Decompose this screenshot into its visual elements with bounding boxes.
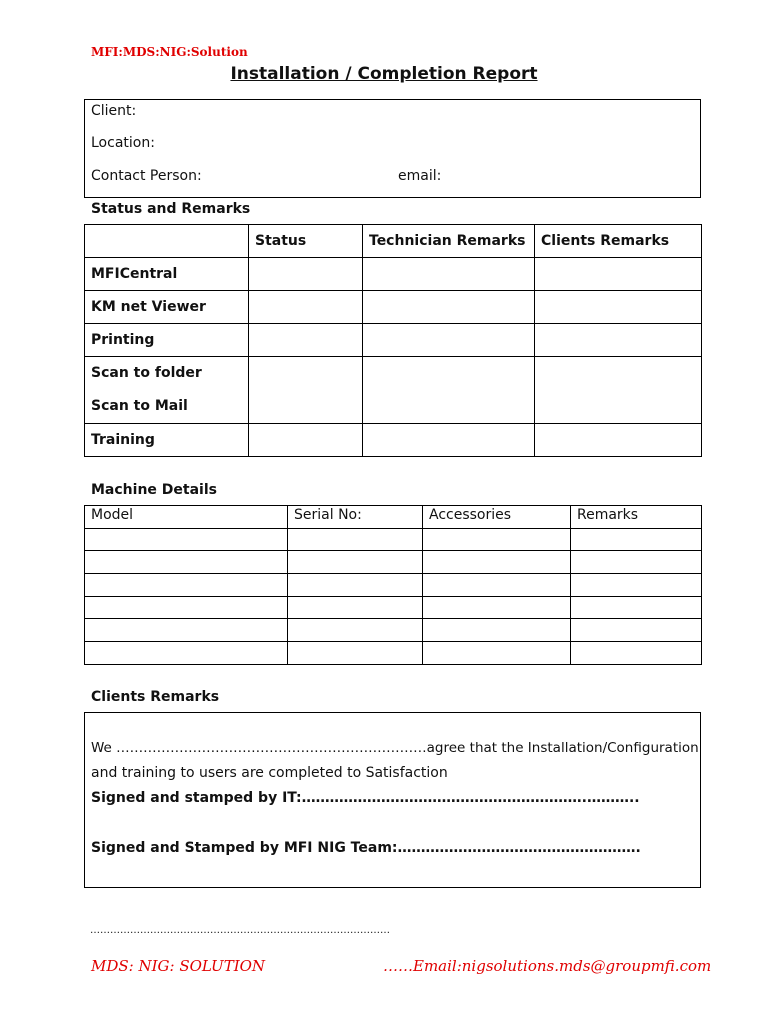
accessories-cell[interactable] bbox=[423, 574, 571, 597]
table-row bbox=[85, 528, 702, 551]
status-cell[interactable] bbox=[249, 324, 363, 357]
machine-section-label: Machine Details bbox=[91, 482, 217, 498]
table-row bbox=[85, 357, 702, 424]
table-row bbox=[85, 551, 702, 574]
location-label: Location: bbox=[91, 135, 155, 151]
footer-dotted-line: ……………………………………………………………………………… bbox=[90, 925, 390, 936]
model-cell[interactable] bbox=[85, 574, 288, 597]
clients-remarks-cell[interactable] bbox=[535, 357, 702, 424]
status-cell[interactable] bbox=[249, 424, 363, 457]
row-label: Scan to folder bbox=[91, 365, 202, 381]
signed-by-it-line: Signed and stamped by IT:…………………………………………………….……….. bbox=[91, 790, 640, 806]
serial-cell[interactable] bbox=[288, 574, 423, 597]
status-header-row bbox=[85, 225, 702, 258]
clients-remarks-cell[interactable] bbox=[535, 291, 702, 324]
row-label: Printing bbox=[85, 324, 249, 357]
contact-person-label: Contact Person: bbox=[91, 168, 202, 184]
accessories-cell[interactable] bbox=[423, 596, 571, 619]
technician-remarks-cell[interactable] bbox=[363, 324, 535, 357]
report-title: Installation / Completion Report bbox=[230, 64, 538, 84]
remarks-cell[interactable] bbox=[571, 528, 702, 551]
clients-remarks-box bbox=[84, 712, 701, 888]
serial-cell[interactable] bbox=[288, 551, 423, 574]
row-label: Training bbox=[85, 424, 249, 457]
table-row bbox=[85, 596, 702, 619]
status-cell[interactable] bbox=[249, 357, 363, 424]
accessories-cell[interactable] bbox=[423, 528, 571, 551]
accessories-cell[interactable] bbox=[423, 642, 571, 665]
footer-company: MDS: NIG: SOLUTION bbox=[91, 957, 266, 975]
client-label: Client: bbox=[91, 103, 137, 119]
header-cell: Model bbox=[85, 506, 288, 529]
organization-name: MFI:MDS:NIG:Solution bbox=[91, 45, 248, 59]
accessories-cell[interactable] bbox=[423, 619, 571, 642]
agreement-line: We ……………………………………………………………agree that the Installation/Configuration bbox=[91, 740, 699, 756]
model-cell[interactable] bbox=[85, 619, 288, 642]
status-cell[interactable] bbox=[249, 258, 363, 291]
table-row bbox=[85, 324, 702, 357]
table-row bbox=[85, 291, 702, 324]
model-cell[interactable] bbox=[85, 551, 288, 574]
serial-cell[interactable] bbox=[288, 528, 423, 551]
header-cell: Accessories bbox=[423, 506, 571, 529]
header-cell bbox=[85, 225, 249, 258]
agreement-line-2: and training to users are completed to Satisfaction bbox=[91, 765, 448, 781]
client-info-box bbox=[84, 99, 701, 198]
technician-remarks-cell[interactable] bbox=[363, 258, 535, 291]
table-row bbox=[85, 642, 702, 665]
serial-cell[interactable] bbox=[288, 619, 423, 642]
technician-remarks-cell[interactable] bbox=[363, 357, 535, 424]
technician-remarks-cell[interactable] bbox=[363, 424, 535, 457]
table-row bbox=[85, 258, 702, 291]
header-cell: Clients Remarks bbox=[535, 225, 702, 258]
remarks-cell[interactable] bbox=[571, 596, 702, 619]
technician-remarks-cell[interactable] bbox=[363, 291, 535, 324]
email-label: email: bbox=[398, 168, 442, 184]
serial-cell[interactable] bbox=[288, 596, 423, 619]
accessories-cell[interactable] bbox=[423, 551, 571, 574]
status-table bbox=[84, 224, 702, 457]
header-cell: Remarks bbox=[571, 506, 702, 529]
clients-remarks-cell[interactable] bbox=[535, 424, 702, 457]
model-cell[interactable] bbox=[85, 596, 288, 619]
status-cell[interactable] bbox=[249, 291, 363, 324]
serial-cell[interactable] bbox=[288, 642, 423, 665]
remarks-cell[interactable] bbox=[571, 619, 702, 642]
model-cell[interactable] bbox=[85, 642, 288, 665]
table-row bbox=[85, 619, 702, 642]
machine-header-row bbox=[85, 506, 702, 529]
header-cell: Serial No: bbox=[288, 506, 423, 529]
header-cell: Technician Remarks bbox=[363, 225, 535, 258]
table-row bbox=[85, 424, 702, 457]
footer-email: ……Email:nigsolutions.mds@groupmfi.com bbox=[383, 957, 712, 975]
remarks-cell[interactable] bbox=[571, 551, 702, 574]
model-cell[interactable] bbox=[85, 528, 288, 551]
clients-remarks-label: Clients Remarks bbox=[91, 689, 220, 705]
row-label: Scan to Mail bbox=[91, 398, 188, 414]
row-label: MFICentral bbox=[85, 258, 249, 291]
status-section-label: Status and Remarks bbox=[91, 201, 251, 217]
row-label-stack bbox=[85, 357, 249, 424]
row-label: KM net Viewer bbox=[85, 291, 249, 324]
remarks-cell[interactable] bbox=[571, 574, 702, 597]
header-cell: Status bbox=[249, 225, 363, 258]
machine-details-table bbox=[84, 505, 702, 665]
clients-remarks-cell[interactable] bbox=[535, 258, 702, 291]
remarks-cell[interactable] bbox=[571, 642, 702, 665]
signed-by-team-line: Signed and Stamped by MFI NIG Team:……………………………………………. bbox=[91, 840, 641, 856]
table-row bbox=[85, 574, 702, 597]
clients-remarks-cell[interactable] bbox=[535, 324, 702, 357]
